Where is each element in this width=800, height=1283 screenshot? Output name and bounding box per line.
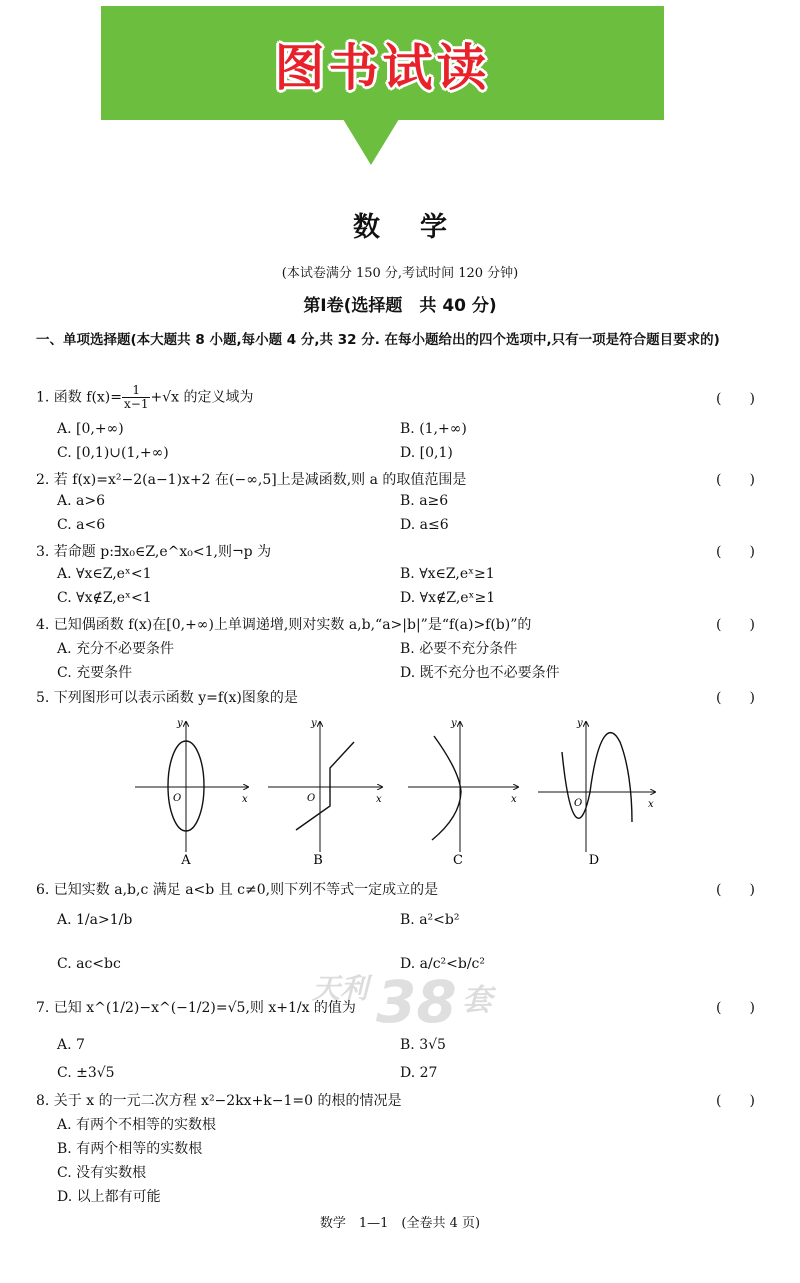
- graph-d-label: D: [588, 853, 600, 868]
- answer-paren-5: ( ): [716, 690, 755, 706]
- q6-option-a: A. 1/a>1/b: [57, 912, 133, 928]
- q3-option-c: C. ∀x∉Z,eˣ<1: [57, 590, 152, 606]
- graph-a-x-label: x: [242, 794, 248, 805]
- q6-option-b: B. a²<b²: [400, 912, 460, 928]
- graph-d-curve: [562, 733, 632, 822]
- graph-c: [408, 718, 518, 868]
- question-6-stem: 6. 已知实数 a,b,c 满足 a<b 且 c≠0,则下列不等式一定成立的是: [36, 882, 439, 898]
- page-footer: 数学 1—1 (全卷共 4 页): [319, 1216, 481, 1231]
- q6-option-d: D. a/c²<b/c²: [400, 956, 486, 972]
- graph-d-origin: O: [574, 798, 583, 809]
- q1-option-c: C. [0,1)∪(1,+∞): [57, 445, 169, 461]
- question-1-fraction-denominator: x−1: [124, 397, 149, 411]
- q4-option-b: B. 必要不充分条件: [400, 641, 518, 657]
- question-5-graphs: [120, 712, 680, 872]
- graph-a-y-label: y: [177, 718, 183, 729]
- q7-option-b: B. 3√5: [400, 1037, 446, 1053]
- graph-a: [135, 718, 248, 868]
- answer-paren-4: ( ): [716, 617, 755, 633]
- question-1-stem-pre: 1. 函数 f(x)=: [36, 389, 122, 406]
- banner-title: 图书试读: [274, 39, 491, 97]
- q2-option-d: D. a≤6: [400, 517, 449, 533]
- q8-option-c: C. 没有实数根: [57, 1165, 147, 1181]
- q4-option-d: D. 既不充分也不必要条件: [400, 665, 560, 681]
- exam-info: (本试卷满分 150 分,考试时间 120 分钟): [281, 266, 519, 281]
- q1-option-d: D. [0,1): [400, 445, 453, 461]
- q1-option-a: A. [0,+∞): [57, 421, 124, 437]
- part-title: 第Ⅰ卷(选择题 共 40 分): [303, 296, 497, 316]
- answer-paren-1: ( ): [716, 391, 755, 407]
- q3-option-b: B. ∀x∈Z,eˣ≥1: [400, 566, 495, 582]
- question-3-stem: 3. 若命题 p:∃x₀∈Z,e^x₀<1,则¬p 为: [36, 544, 272, 560]
- question-1-fraction: [122, 384, 150, 411]
- q7-option-d: D. 27: [400, 1065, 438, 1081]
- question-1-stem: [36, 384, 716, 411]
- graph-c-curve: [432, 736, 461, 840]
- graph-d-y-label: y: [577, 718, 583, 729]
- graph-b-y-label: y: [311, 718, 317, 729]
- graph-c-label: C: [453, 853, 463, 868]
- question-8-stem: 8. 关于 x 的一元二次方程 x²−2kx+k−1=0 的根的情况是: [36, 1093, 402, 1109]
- graph-c-y-label: y: [451, 718, 457, 729]
- question-7-stem: 7. 已知 x^(1/2)−x^(−1/2)=√5,则 x+1/x 的值为: [36, 1000, 356, 1016]
- question-1-stem-post: +√x 的定义域为: [150, 389, 254, 406]
- q2-option-c: C. a<6: [57, 517, 106, 533]
- question-1-fraction-numerator: 1: [122, 384, 150, 398]
- graph-b-curve: [296, 742, 354, 830]
- q4-option-a: A. 充分不必要条件: [57, 641, 175, 657]
- question-2-stem: 2. 若 f(x)=x²−2(a−1)x+2 在(−∞,5]上是减函数,则 a 的取值范围是: [36, 472, 467, 488]
- banner-pointer: [343, 119, 399, 165]
- q1-option-b: B. (1,+∞): [400, 421, 467, 437]
- graph-b-origin: O: [307, 793, 316, 804]
- graph-c-x-label: x: [511, 794, 517, 805]
- q8-option-d: D. 以上都有可能: [57, 1189, 161, 1205]
- graph-d-x-label: x: [648, 799, 654, 810]
- q6-option-c: C. ac<bc: [57, 956, 121, 972]
- question-5-stem: 5. 下列图形可以表示函数 y=f(x)图象的是: [36, 690, 298, 706]
- section-heading: 一、单项选择题(本大题共 8 小题,每小题 4 分,共 32 分. 在每小题给出的四个选项中,只有一项是符合题目要求的): [36, 332, 720, 348]
- q4-option-c: C. 充要条件: [57, 665, 133, 681]
- svg-text:38: 38: [376, 968, 457, 1032]
- q3-option-d: D. ∀x∉Z,eˣ≥1: [400, 590, 496, 606]
- answer-paren-7: ( ): [716, 1000, 755, 1016]
- q2-option-b: B. a≥6: [400, 493, 449, 509]
- graph-a-origin: O: [173, 793, 182, 804]
- svg-text:天利: 天利: [312, 972, 369, 1005]
- document-title: 数学: [353, 212, 487, 243]
- answer-paren-6: ( ): [716, 882, 755, 898]
- graph-b-label: B: [313, 853, 323, 868]
- answer-paren-2: ( ): [716, 472, 755, 488]
- answer-paren-8: ( ): [716, 1093, 755, 1109]
- question-4-stem: 4. 已知偶函数 f(x)在[0,+∞)上单调递增,则对实数 a,b,“a>|b|”是“f(a)>f(b)”的: [36, 617, 532, 633]
- q3-option-a: A. ∀x∈Z,eˣ<1: [57, 566, 152, 582]
- q2-option-a: A. a>6: [57, 493, 105, 509]
- q8-option-b: B. 有两个相等的实数根: [57, 1141, 203, 1157]
- q8-option-a: A. 有两个不相等的实数根: [57, 1117, 217, 1133]
- q7-option-c: C. ±3√5: [57, 1065, 115, 1081]
- graph-b-x-label: x: [376, 794, 382, 805]
- answer-paren-3: ( ): [716, 544, 755, 560]
- q7-option-a: A. 7: [57, 1037, 85, 1053]
- graph-b: [268, 718, 382, 868]
- graph-d: [538, 718, 655, 868]
- graph-a-label: A: [181, 853, 191, 868]
- svg-text:套: 套: [462, 983, 492, 1018]
